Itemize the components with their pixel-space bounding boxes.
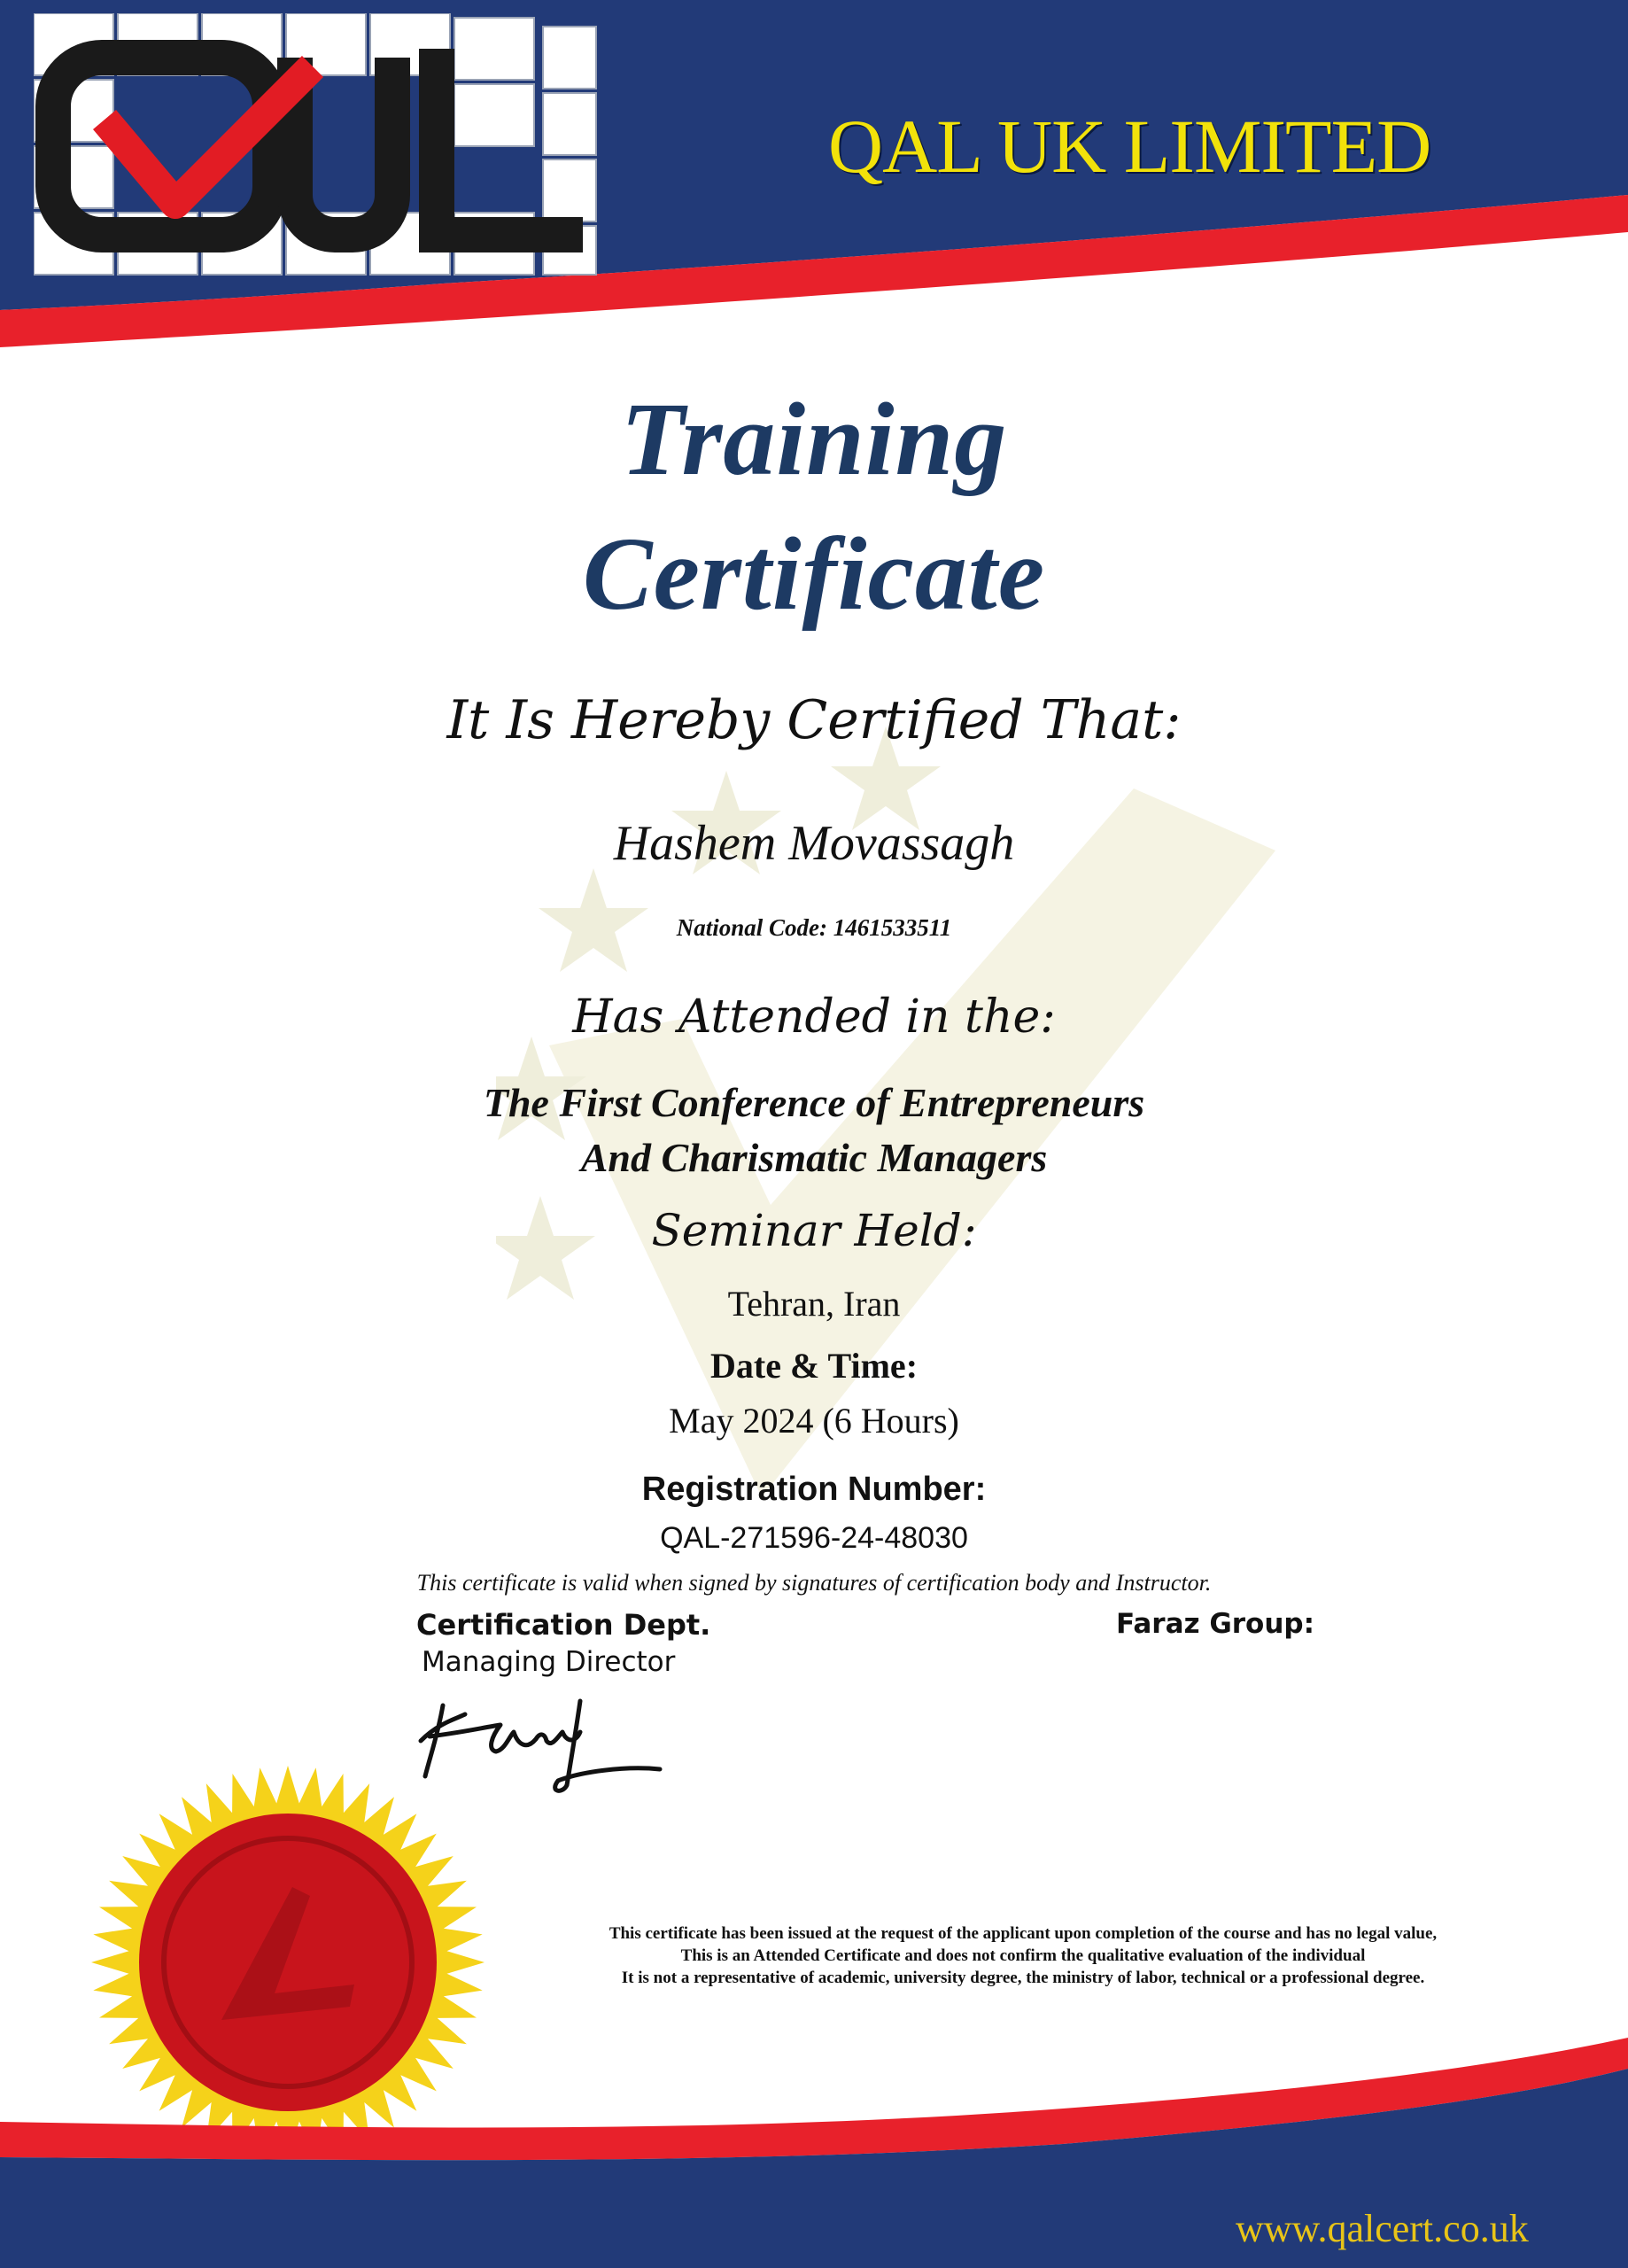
signatory-left-role: Managing Director [422, 1646, 676, 1678]
company-name: QAL UK LIMITED [828, 104, 1431, 189]
signatory-right-title: Faraz Group: [1116, 1608, 1315, 1640]
qal-logo-icon [34, 13, 601, 279]
disclaimer-line-3: It is not a representative of academic, university degree, the ministry of labor, technical or a professional degree. [621, 1969, 1425, 1987]
seminar-location: Tehran, Iran [727, 1284, 901, 1324]
registration-number: QAL-271596-24-48030 [660, 1521, 968, 1555]
date-time-value: May 2024 (6 Hours) [669, 1401, 959, 1441]
national-code: National Code: 1461533511 [676, 914, 952, 941]
attended-label: Has Attended in the: [572, 990, 1056, 1044]
disclaimer-line-1: This certificate has been issued at the request of the applicant upon completion of the course and has no legal value, [609, 1924, 1438, 1943]
date-time-label: Date & Time: [709, 1346, 919, 1386]
validity-note: This certificate is valid when signed by signatures of certification body and Instructor. [416, 1570, 1212, 1596]
course-title-line-2: And Charismatic Managers [580, 1135, 1048, 1180]
recipient-name: Hashem Movassagh [613, 816, 1015, 871]
certificate-title-line-2: Certificate [582, 516, 1046, 632]
registration-label: Registration Number: [641, 1471, 987, 1508]
signatory-left-title: Certification Dept. [416, 1608, 711, 1642]
disclaimer-line-2: This is an Attended Certificate and does not confirm the qualitative evaluation of the individual [680, 1946, 1366, 1965]
certificate-title-line-1: Training [620, 381, 1008, 497]
website-link[interactable]: www.qalcert.co.uk [1236, 2207, 1529, 2250]
certification-intro: It Is Hereby Certified That: [446, 689, 1182, 751]
course-title-line-1: The First Conference of Entrepreneurs [483, 1080, 1145, 1125]
seminar-label: Seminar Held: [651, 1205, 977, 1256]
